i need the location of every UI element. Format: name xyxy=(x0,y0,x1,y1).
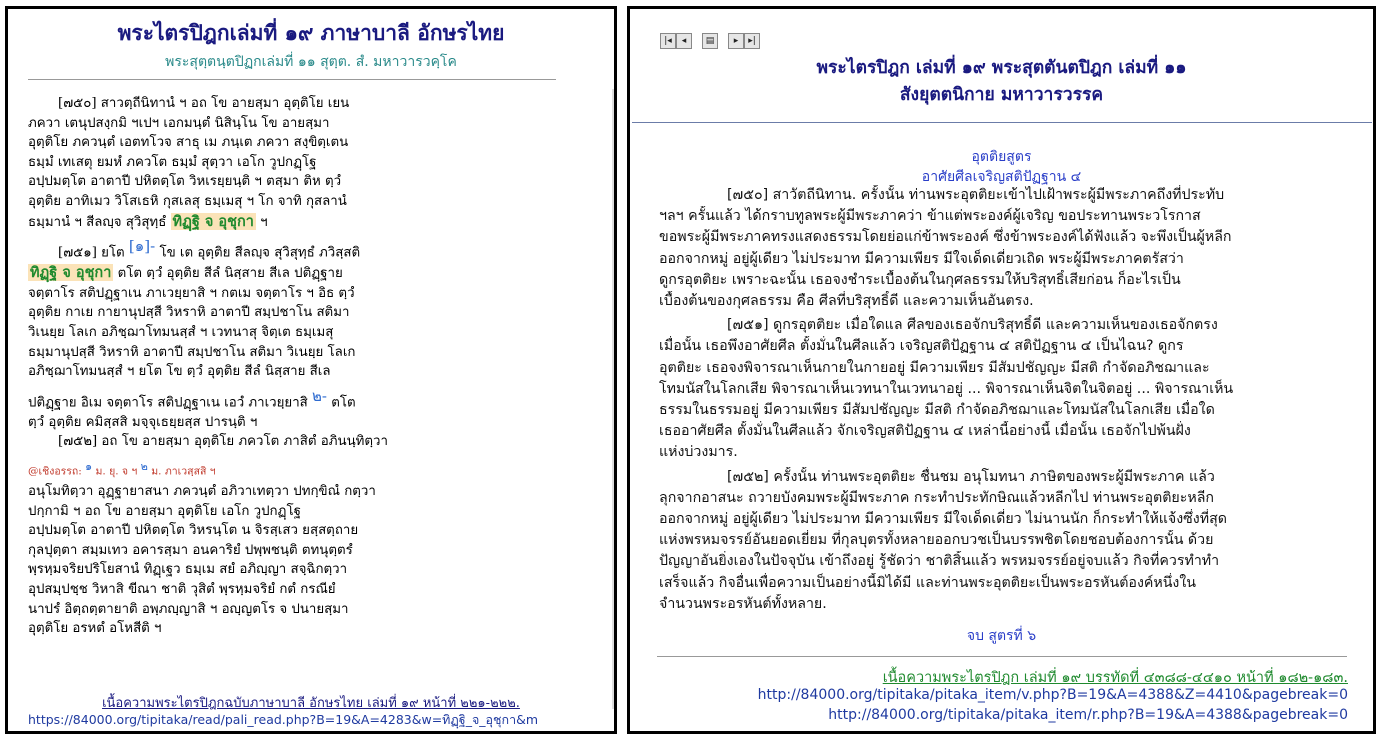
page-subtitle: สังยุตตนิกาย มหาวารวรรค xyxy=(899,85,1104,105)
text-line: วิเนยฺย โลเก อภิชฺฌาโทมนสฺสํ ฯ เวทนาสุ จิตฺเต ธมฺเมสุ xyxy=(28,324,334,340)
search-highlight: ทิฏฺฐิ จ อุชุกา xyxy=(172,212,254,230)
text-line: ออกจากหมู่ อยู่ผู้เดียว ไม่ประมาท มีความเพียร มีใจเด็ดเดี่ยวเถิด พระผู้มีพระภาคตรัสว่า xyxy=(659,250,1184,267)
text-line: เบื้องต้นของกุศลธรรม คือ ศีลที่บริสุทธิ์ดี และความเห็นอันตรง. xyxy=(659,293,1034,310)
footnote-text: ม. ยุ. จ ฯ xyxy=(95,465,138,478)
text-line: อุตฺติย อาทิเมว วิโสเธหิ กุสเลสุ ธมฺเมสุ ฯ โก จาทิ กุสลานํ xyxy=(28,193,347,209)
footnote-link[interactable]: ๒- xyxy=(312,386,328,405)
text-line: อภิชฺฌาโทมนสฺสํ ฯ ยโต โข ตฺวํ อุตฺติย สีลํ นิสฺสาย สีเล xyxy=(28,364,331,380)
text-line xyxy=(28,263,463,284)
text-line: จำนวนพระอรหันต์ทั้งหลาย. xyxy=(659,595,827,612)
text-line: อนุโมทิตฺวา อุฏฺฐายาสนา ภควนฺตํ อภิวาเทตฺวา ปทกฺขิณํ กตฺวา xyxy=(28,484,376,500)
text-line: เสร็จแล้ว กิจอื่นเพื่อความเป็นอย่างนี้มิได้มี และท่านพระอุตติยะเป็นพระอรหันต์องค์หนึ่งใน xyxy=(659,574,1196,591)
text-line: อุตฺติโย อรหตํ อโหสีติ ฯ xyxy=(28,621,162,637)
text-line: แห่งบ่วงมาร. xyxy=(659,444,738,461)
text-line: อุตฺติโย ภควนฺตํ เอตทโวจ สาธุ เม ภนฺเต ภควา สงฺขิตฺเตน xyxy=(28,135,349,151)
text-line xyxy=(28,212,463,233)
text-line: ธมฺมํ เทเสตุ ยมหํ ภควโต ธมฺมํ สุตฺวา เอโก วูปกฏฺโฐ xyxy=(28,154,317,170)
next-page-icon[interactable]: ▸ xyxy=(728,33,744,49)
text-fragment: ตโต ตฺวํ อุตฺติย สีลํ นิสฺสาย สีเล ปติฏฺฐาย xyxy=(117,266,343,282)
text-line: ธมฺมานุปสฺสี วิหราหิ อาตาปี สมฺปชาโน สติมา วิเนยฺย โลเก xyxy=(28,344,356,360)
divider xyxy=(28,79,556,80)
text-line: ลุกจากอาสนะ ถวายบังคมพระผู้มีพระภาค กระทำประทักษิณแล้วหลีกไป ท่านพระอุตติยะหลีก xyxy=(659,489,1214,506)
text-line: กุลปุตฺตา สมฺมเทว อคารสฺมา อนคาริยํ ปพฺพชนฺติ ตทนุตฺตรํ xyxy=(28,542,353,558)
text-line: [๗๕๒] ครั้งนั้น ท่านพระอุตติยะ ชื่นชม อนุโมทนา ภาษิตของพระผู้มีพระภาค แล้ว xyxy=(727,468,1215,485)
text-fragment: โข เต อุตฺติย สีลญฺจ สุวิสุทฺธํ ภวิสฺสติ xyxy=(159,245,361,261)
footnote-line xyxy=(28,457,463,482)
footnote-text: ม. ภาเวสฺสสิ ฯ xyxy=(151,465,216,478)
text-line: อุตติยะ เธอจงพิจารณาเห็นกายในกายอยู่ มีความเพียร มีสัมปชัญญะ มีสติ กำจัดอภิชฌาและ xyxy=(659,359,1210,376)
footnote-label: @เชิงอรรถ: xyxy=(28,465,82,478)
text-line: ออกจากหมู่ อยู่ผู้เดียว ไม่ประมาท มีความเพียร มีใจเด็ดเดี่ยว ไม่นานนัก ก็กระทำให้แจ้งซึ่งที่สุด xyxy=(659,511,1227,528)
prev-page-icon[interactable]: ◂ xyxy=(676,33,692,49)
text-line xyxy=(28,387,463,413)
text-line: ฯลฯ ครั้นแล้ว ได้กราบทูลพระผู้มีพระภาคว่า ข้าแต่พระองค์ผู้เจริญ ขอประทานพระวโรกาส xyxy=(659,208,1201,225)
source-url[interactable]: https://84000.org/tipitaka/read/pali_read.php?B=19&A=4283&w=ทิฏฺฐิ_จ_อุชุกา&m xyxy=(28,712,539,727)
text-line: ปัญญาอันยิ่งเองในปัจจุบัน เข้าถึงอยู่ รู้ชัดว่า ชาติสิ้นแล้ว พรหมจรรย์อยู่จบแล้ว กิจที่ควรทำทำ xyxy=(659,553,1220,570)
text-line: ภควา เตนุปสงฺกมิ ฯเปฯ เอกมนฺตํ นิสินฺโน โข อายสฺมา xyxy=(28,115,330,131)
text-line: ตฺวํ อุตฺติย คมิสฺสสิ มจฺจุเธยฺยสฺส ปารนฺติ ฯ xyxy=(28,414,258,430)
text-line: ปกฺกามิ ฯ อถ โข อายสฺมา อุตฺติโย เอโก วูปกฏฺโฐ xyxy=(28,503,301,519)
text-line: อุปสมฺปชฺช วิหาสิ ขีณา ชาติ วุสิตํ พฺรหฺมจริยํ กตํ กรณียํ xyxy=(28,582,336,597)
text-fragment: ตโต xyxy=(331,395,356,411)
sutta-end: จบ สูตรที่ ๖ xyxy=(966,628,1037,644)
text-line: อปฺปมตฺโต อาตาปี ปหิตตฺโต วิหเรยฺยนฺติ ฯ ตสฺมา ติห ตฺวํ xyxy=(28,174,342,190)
text-fragment: [๗๕๑] ยโต xyxy=(58,245,125,261)
text-line: แห่งพรหมจรรย์อันยอดเยี่ยม ที่กุลบุตรทั้งหลายออกบวชเป็นบรรพชิตโดยชอบต้องการนั้น ด้วย xyxy=(659,532,1214,549)
text-fragment: ธมฺมานํ ฯ สีลญฺจ สุวิสุทฺธํ xyxy=(28,214,167,230)
scrollbar[interactable] xyxy=(612,89,615,709)
text-line: พฺรหฺมจริยปริโยสานํ ทิฏฺเฐว ธมฺเม สยํ อภิญฺญา สจฺฉิกตฺวา xyxy=(28,562,348,578)
page-title: พระไตรปิฎกเล่มที่ ๑๙ ภาษาบาลี อักษรไทย xyxy=(117,21,505,45)
page-icon[interactable]: ▤ xyxy=(702,33,718,49)
divider xyxy=(657,656,1347,657)
pali-text-pane xyxy=(5,6,617,734)
footnote-number: ๑ xyxy=(85,459,93,473)
text-fragment: ปติฏฺฐาย อิเม จตฺตาโร สติปฏฺฐาเน เอวํ ภาเวยฺยาสิ xyxy=(28,395,308,411)
text-line: [๗๕๒] อถ โข อายสฺมา อุตฺติโย ภควโต ภาสิตํ อภินนฺทิตฺวา xyxy=(58,434,388,450)
text-line: ดูกรอุตติยะ เพราะฉะนั้น เธอจงชำระเบื้องต้นในกุศลธรรมให้บริสุทธิ์เสียก่อน ก็อะไรเป็น xyxy=(659,271,1181,288)
source-link[interactable]: เนื้อความพระไตรปิฎกฉบับภาษาบาลี อักษรไทย เล่มที่ ๑๙ หน้าที่ ๒๒๑-๒๒๒. xyxy=(102,696,520,711)
source-url[interactable]: http://84000.org/tipitaka/pitaka_item/v.php?B=19&A=4388&Z=4410&pagebreak=0 xyxy=(757,687,1348,703)
text-line: ขอพระผู้มีพระภาคทรงแสดงธรรมโดยย่อแก่ข้าพระองค์ ซึ่งข้าพระองค์ได้ฟังแล้ว จะพึงเป็นผู้หลีก xyxy=(659,229,1232,246)
page-title: พระไตรปิฎก เล่มที่ ๑๙ พระสุตตันตปิฎก เล่มที่ ๑๑ xyxy=(816,58,1187,78)
footnote-link[interactable]: [๑]- xyxy=(128,237,156,256)
sutta-title: อุตติยสูตร xyxy=(971,149,1032,165)
text-line: โทมนัสในโลกเสีย พิจารณาเห็นเวทนาในเวทนาอยู่ ... พิจารณาเห็นจิตในจิตอยู่ ... พิจารณาเห็น xyxy=(659,380,1234,397)
source-link[interactable]: เนื้อความพระไตรปิฎก เล่มที่ ๑๙ บรรทัดที่ ๔๓๘๘-๔๔๑๐ หน้าที่ ๑๘๒-๑๘๓. xyxy=(882,670,1348,686)
page-nav xyxy=(660,33,770,49)
thai-translation-pane xyxy=(627,6,1376,734)
divider xyxy=(632,122,1372,123)
text-line: [๗๕๑] ดูกรอุตติยะ เมื่อใดแล ศีลของเธอจักบริสุทธิ์ดี และความเห็นของเธอจักตรง xyxy=(727,317,1218,334)
last-page-icon[interactable]: ▸| xyxy=(744,33,760,49)
text-line: เธออาศัยศีล ตั้งมั่นในศีลแล้ว จักเจริญสติปัฏฐาน ๔ เหล่านี้อย่างนี้ เมื่อนั้น เธอจักไปพ้นฝั่ง xyxy=(659,423,1191,440)
text-line xyxy=(28,237,463,263)
text-line: ธรรมในธรรมอยู่ มีความเพียร มีสัมปชัญญะ มีสติ กำจัดอภิชฌาและโทมนัสในโลกเสีย เมื่อใด xyxy=(659,402,1215,419)
sutta-subtitle: อาศัยศีลเจริญสติปัฏฐาน ๔ xyxy=(921,169,1082,185)
source-url[interactable]: http://84000.org/tipitaka/pitaka_item/r.php?B=19&A=4388&pagebreak=0 xyxy=(828,707,1348,723)
text-line: อุตฺติย กาเย กายานุปสฺสี วิหราหิ อาตาปี สมฺปชาโน สติมา xyxy=(28,305,350,321)
text-line: [๗๕๐] สาวตฺถีนิทานํ ฯ อถ โข อายสฺมา อุตฺติโย เยน xyxy=(58,96,350,111)
thai-body xyxy=(659,185,1349,615)
text-fragment: ฯ xyxy=(260,214,268,230)
text-line: อปฺปมตฺโต อาตาปี ปหิตตฺโต วิหรนฺโต น จิรสฺเสว ยสฺสตฺถาย xyxy=(28,523,359,539)
pali-body xyxy=(28,94,463,639)
footnote-number: ๒ xyxy=(140,459,148,473)
search-highlight: ทิฏฺฐิ จ อุชุกา xyxy=(30,264,112,282)
text-line: จตฺตาโร สติปฏฺฐาเน ภาเวยฺยาสิ ฯ กตเม จตฺตาโร ฯ อิธ ตฺวํ xyxy=(28,285,355,301)
first-page-icon[interactable]: |◂ xyxy=(660,33,676,49)
page-subtitle: พระสุตฺตนฺตปิฏกเล่มที่ ๑๑ สุตฺต. สํ. มหาวารวคฺโค xyxy=(165,54,457,70)
text-line: [๗๕๐] สาวัตถีนิทาน. ครั้งนั้น ท่านพระอุตติยะเข้าไปเฝ้าพระผู้มีพระภาคถึงที่ประทับ xyxy=(727,187,1225,203)
text-line: เมื่อนั้น เธอพึงอาศัยศีล ตั้งมั่นในศีลแล้ว เจริญสติปัฏฐาน ๔ สติปัฏฐาน ๔ เป็นไฉน? ดูกร xyxy=(659,338,1184,355)
text-line: นาปรํ อิตฺถตฺตายาติ อพฺภญฺญาสิ ฯ อญฺญตโร จ ปนายสฺมา xyxy=(28,601,349,617)
